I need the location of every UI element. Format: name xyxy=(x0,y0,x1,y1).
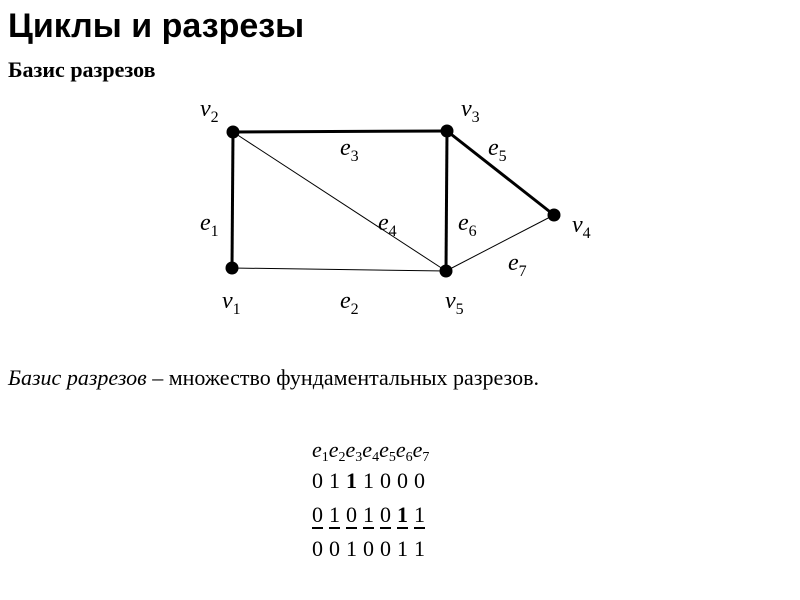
matrix-cell: 0 xyxy=(380,468,391,493)
matrix-row xyxy=(312,498,429,532)
page-title: Циклы и разрезы xyxy=(8,7,305,45)
section-subtitle: Базис разрезов xyxy=(8,57,156,82)
vertex-v4 xyxy=(548,209,561,222)
vertex-label-v4: $v_4$ xyxy=(572,212,591,242)
matrix-rows xyxy=(312,464,429,566)
matrix-cell: 1 xyxy=(414,536,425,561)
matrix-header-cell: $e_6$ xyxy=(395,437,413,465)
edge-label-e2: $e_2$ xyxy=(340,288,359,318)
vertex-v3 xyxy=(441,125,454,138)
edge-label-e4: $e_4$ xyxy=(378,210,397,240)
definition-text xyxy=(8,364,539,392)
matrix-header-cell: $e_7$ xyxy=(412,437,430,465)
vertex-v1 xyxy=(226,262,239,275)
vertex-label-v2: $v_2$ xyxy=(200,96,219,126)
matrix-cell: 0 xyxy=(312,502,323,527)
matrix-header-cell: $e_4$ xyxy=(362,437,380,465)
edge-e3 xyxy=(233,131,447,132)
vertex-v2 xyxy=(227,126,240,139)
matrix-row xyxy=(312,532,429,566)
matrix-cell: 1 xyxy=(414,502,425,527)
edge-label-e3: $e_3$ xyxy=(340,135,359,165)
edge-label-e6: $e_6$ xyxy=(458,210,477,240)
vertex-v5 xyxy=(440,265,453,278)
matrix-cell: 0 xyxy=(380,502,391,527)
edge-label-e1: $e_1$ xyxy=(200,210,219,240)
vertex-label-v5: $v_5$ xyxy=(445,288,464,318)
matrix-cell: 1 xyxy=(329,468,340,493)
matrix-header-cell: $e_2$ xyxy=(328,437,346,465)
matrix-cell: 1 xyxy=(397,502,408,527)
matrix-header xyxy=(312,436,429,464)
matrix-cell: 0 xyxy=(414,468,425,493)
matrix-cell: 0 xyxy=(397,468,408,493)
edge-label-e7: $e_7$ xyxy=(508,250,527,280)
matrix-cell: 1 xyxy=(363,468,374,493)
matrix-header-cell: $e_1$ xyxy=(312,437,329,465)
matrix-row xyxy=(312,464,429,498)
definition-rest: – множество фундаментальных разрезов. xyxy=(146,365,539,390)
matrix-cell: 0 xyxy=(329,536,340,561)
graph-labels xyxy=(200,96,591,318)
matrix-cell: 1 xyxy=(346,536,357,561)
edge-e5 xyxy=(447,131,554,215)
matrix-cell: 0 xyxy=(346,502,357,527)
matrix-cell: 1 xyxy=(363,502,374,527)
matrix-cell: 0 xyxy=(380,536,391,561)
matrix-cell: 1 xyxy=(329,502,340,527)
definition-term: Базис разрезов xyxy=(8,365,147,390)
matrix-header-cell: $e_3$ xyxy=(345,437,363,465)
matrix-header-cell: $e_5$ xyxy=(379,437,396,465)
edge-label-e5: $e_5$ xyxy=(488,135,507,165)
cut-basis-matrix xyxy=(312,436,429,566)
matrix-cell: 1 xyxy=(397,536,408,561)
vertex-label-v3: $v_3$ xyxy=(461,96,480,126)
matrix-cell: 0 xyxy=(312,468,323,493)
vertex-label-v1: $v_1$ xyxy=(222,288,241,318)
edge-e6 xyxy=(446,131,447,271)
edge-e2 xyxy=(232,268,446,271)
matrix-cell: 1 xyxy=(346,468,357,493)
matrix-cell: 0 xyxy=(363,536,374,561)
edge-e1 xyxy=(232,132,233,268)
matrix-cell: 0 xyxy=(312,536,323,561)
